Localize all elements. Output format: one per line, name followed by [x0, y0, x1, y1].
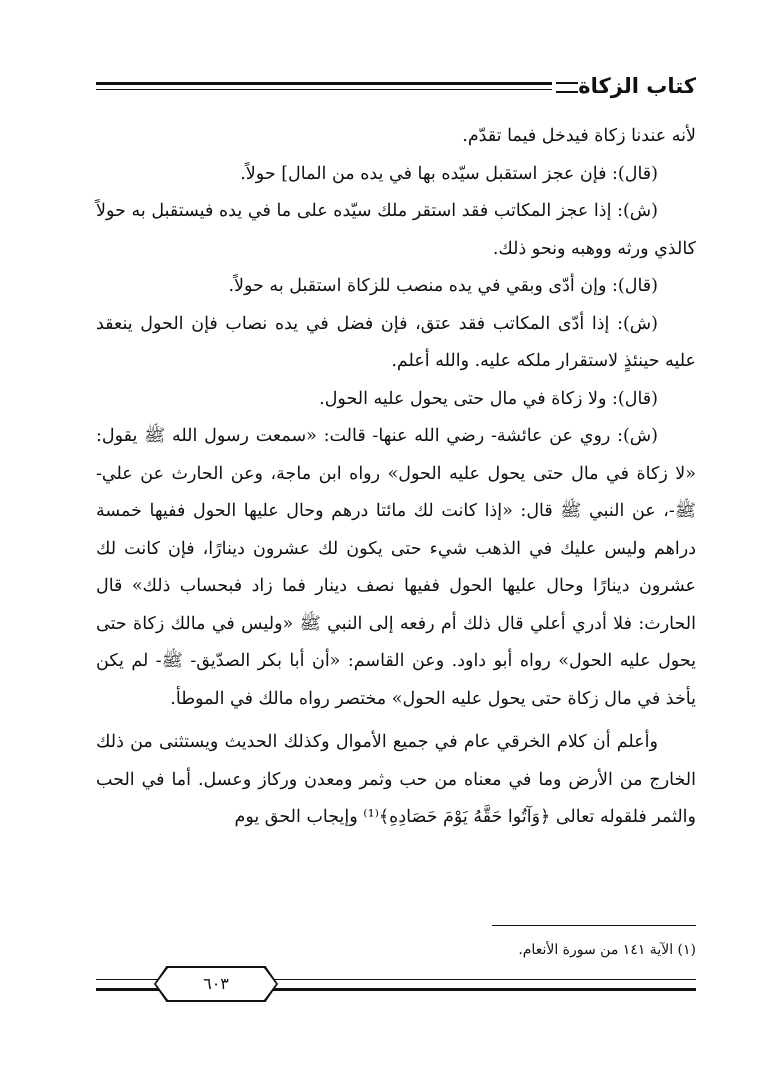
page-footer — [96, 966, 696, 1006]
footnote-rule — [492, 925, 696, 926]
paragraph-2: (قال): فإن عجز استقبل سيّده بها في يده من المال] حولاً. — [240, 163, 658, 184]
header-title-text: كتاب الزكاة — [578, 74, 696, 98]
running-header — [96, 74, 696, 100]
paragraph-3: (ش): إذا عجز المكاتب فقد استقر ملك سيّده على ما في يده فيستقبل به حولاً كالذي ورثه ووهبه ونحو ذلك. — [96, 201, 696, 259]
paragraph-5: (ش): إذا أدّى المكاتب فقد عتق، فإن فضل في يده نصاب فإن الحول ينعقد عليه حينئذٍ لاستقرار ملكه عليه. والله أعلم. — [96, 313, 696, 371]
footnote: (١) الآية ١٤١ من سورة الأنعام. — [518, 942, 696, 958]
paragraph-6: (قال): ولا زكاة في مال حتى يحول عليه الحول. — [319, 388, 658, 409]
page-number: ٦٠٣ — [203, 974, 229, 993]
paragraph-4: (قال): وإن أدّى وبقي في يده منصب للزكاة استقبل به حولاً. — [228, 276, 658, 296]
header-title — [548, 74, 696, 98]
header-rule — [96, 82, 552, 90]
paragraph-1: لأنه عندنا زكاة فيدخل فيما تقدّم. — [462, 126, 696, 146]
paragraph-8: وأعلم أن كلام الخرقي عام في جميع الأموال وكذلك الحديث ويستثنى من ذلك الخارج من الأرض وما في معناه من حب وثمر ومعدن وركاز وعسل. أما في الحب والثمر فلقوله تعالى ﴿وَآتُوا حَقَّهُ يَوْمَ حَصَادِهِ﴾⁽¹⁾ وإيجاب الحق يوم — [96, 732, 696, 827]
header-ornament — [556, 82, 578, 93]
body-text — [96, 118, 696, 837]
paragraph-7: (ش): روي عن عائشة- رضي الله عنها- قالت: «سمعت رسول الله ﷺ يقول: «لا زكاة في مال حتى يحول عليه الحول» رواه ابن ماجة، وعن الحارث عن علي- ﷺ-، عن النبي ﷺ قال: «إذا كانت لك مائتا درهم وحال عليها الحول ففيها خمسة دراهم وليس عليك في الذهب شيء حتى يكون لك عشرون دينارًا، فإن كانت لك عشرون دينارًا وحال عليها الحول ففيها نصف دينار فما زاد فبحساب ذلك» قال الحارث: فلا أدري أعلي قال ذلك أم رفعه إلى النبي ﷺ «وليس في مالك زكاة حتى يحول عليه الحول» رواه أبو داود. وعن القاسم: «أن أبا بكر الصدّيق- ﷺ- لم يكن يأخذ في مال زكاة حتى يحول عليه الحول» مختصر رواه مالك في الموطأ. — [96, 426, 696, 709]
